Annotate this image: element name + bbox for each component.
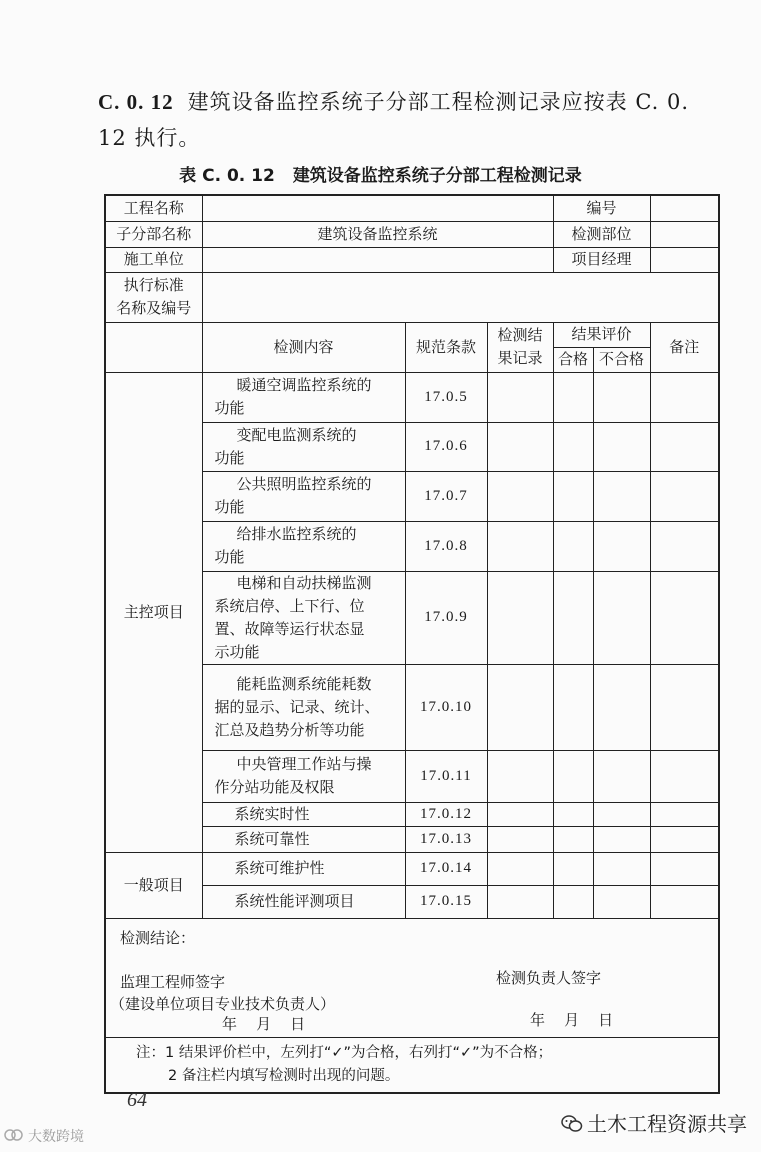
pass-cell[interactable] (553, 852, 593, 885)
col-evaluation: 结果评价 (553, 322, 650, 347)
fail-cell[interactable] (593, 750, 650, 802)
number-label: 编号 (553, 195, 650, 221)
remark-cell[interactable] (650, 471, 719, 521)
item-clause: 17.0.5 (405, 372, 487, 422)
col-clause: 规范条款 (405, 322, 487, 372)
remark-cell[interactable] (650, 802, 719, 826)
header-blank (105, 322, 202, 372)
supervisor-sign-label: 监理工程师签字 (120, 972, 226, 991)
col-record-line1: 检测结 (497, 326, 543, 344)
note-2: 2 备注栏内填写检测时出现的问题。 (168, 1067, 400, 1084)
fail-cell[interactable] (593, 885, 650, 918)
table-caption (0, 161, 761, 186)
group-main-label: 主控项目 (105, 372, 202, 852)
inspection-record-table (104, 194, 720, 1094)
table-row (105, 372, 719, 422)
fail-cell[interactable] (593, 826, 650, 852)
manager-label: 项目经理 (553, 247, 650, 272)
project-name-value[interactable] (202, 195, 553, 221)
pass-cell[interactable] (553, 750, 593, 802)
table-title: 建筑设备监控系统子分部工程检测记录 (292, 166, 582, 186)
remark-cell[interactable] (650, 372, 719, 422)
watermark-right (561, 1108, 747, 1138)
wechat-icon (561, 1114, 583, 1138)
notes-cell (105, 1037, 719, 1093)
row-subdivision (105, 221, 719, 247)
notes-row (105, 1037, 719, 1093)
column-header-row-1 (105, 322, 719, 347)
item-content (202, 802, 405, 826)
item-clause: 17.0.8 (405, 521, 487, 571)
item-line: 系统可维护性 (234, 859, 325, 877)
item-line: 置、故障等运行状态显 (214, 619, 365, 638)
col-record-line2: 果记录 (497, 349, 543, 367)
record-cell[interactable] (487, 471, 553, 521)
fail-cell[interactable] (593, 422, 650, 471)
item-content (202, 885, 405, 918)
col-remark: 备注 (650, 322, 719, 372)
item-line: 功能 (214, 498, 245, 516)
project-name-label: 工程名称 (105, 195, 202, 221)
item-line: 功能 (214, 448, 245, 467)
row-standard (105, 272, 719, 322)
item-content (202, 372, 405, 422)
remark-cell[interactable] (650, 664, 719, 750)
clause-text: 建筑设备监控系统子分部工程检测记录应按表 C. 0. 12 执行。 (98, 90, 690, 150)
item-clause: 17.0.11 (405, 750, 487, 802)
item-content (202, 664, 405, 750)
clause-paragraph (98, 84, 718, 156)
record-cell[interactable] (487, 826, 553, 852)
item-line: 公共照明监控系统的 (236, 475, 372, 493)
fail-cell[interactable] (593, 372, 650, 422)
manager-value[interactable] (650, 247, 719, 272)
page-number: 64 (127, 1089, 147, 1111)
fail-cell[interactable] (593, 521, 650, 571)
inspector-sign-label: 检测负责人签字 (496, 968, 602, 987)
row-project-name (105, 195, 719, 221)
pass-cell[interactable] (553, 826, 593, 852)
item-line: 系统性能评测项目 (234, 892, 355, 910)
table-number: 表 C. 0. 12 (179, 166, 275, 186)
pass-cell[interactable] (553, 521, 593, 571)
subdivision-label: 子分部名称 (105, 221, 202, 247)
remark-cell[interactable] (650, 750, 719, 802)
location-value[interactable] (650, 221, 719, 247)
fail-cell[interactable] (593, 852, 650, 885)
contractor-value[interactable] (202, 247, 553, 272)
remark-cell[interactable] (650, 885, 719, 918)
standard-label (105, 272, 202, 322)
remark-cell[interactable] (650, 571, 719, 664)
pass-cell[interactable] (553, 664, 593, 750)
col-content: 检测内容 (202, 322, 405, 372)
conclusion-row (105, 918, 719, 1037)
remark-cell[interactable] (650, 852, 719, 885)
table-row (105, 852, 719, 885)
row-contractor (105, 247, 719, 272)
conclusion-label: 检测结论： (120, 928, 196, 947)
record-cell[interactable] (487, 571, 553, 664)
item-content (202, 750, 405, 802)
fail-cell[interactable] (593, 571, 650, 664)
record-cell[interactable] (487, 750, 553, 802)
item-line: 功能 (214, 399, 245, 417)
item-clause: 17.0.12 (405, 802, 487, 826)
item-line: 系统实时性 (234, 804, 310, 823)
item-line: 暖通空调监控系统的 (236, 376, 372, 394)
item-clause: 17.0.10 (405, 664, 487, 750)
item-line: 系统启停、上下行、位 (214, 596, 365, 615)
item-line: 能耗监测系统能耗数 (236, 674, 372, 693)
watermark-right-text: 土木工程资源共享 (587, 1112, 747, 1136)
record-cell[interactable] (487, 802, 553, 826)
conclusion-cell[interactable] (105, 918, 719, 1037)
col-record (487, 322, 553, 372)
item-line: 给排水监控系统的 (236, 525, 357, 543)
item-line: 电梯和自动扶梯监测 (236, 573, 372, 592)
supervisor-date: 年 月 日 (222, 1014, 306, 1033)
record-cell[interactable] (487, 664, 553, 750)
item-line: 变配电监测系统的 (236, 425, 357, 444)
subdivision-value: 建筑设备监控系统 (202, 221, 553, 247)
record-cell[interactable] (487, 852, 553, 885)
record-cell[interactable] (487, 885, 553, 918)
contractor-label: 施工单位 (105, 247, 202, 272)
standard-value[interactable] (202, 272, 719, 322)
item-line: 据的显示、记录、统计、 (214, 697, 380, 716)
fail-cell[interactable] (593, 664, 650, 750)
fail-cell[interactable] (593, 802, 650, 826)
supervisor-alt-label: （建设单位项目专业技术负责人） (110, 994, 336, 1013)
item-clause: 17.0.6 (405, 422, 487, 471)
item-content (202, 826, 405, 852)
watermark-left-text: 大数跨境 (28, 1129, 84, 1145)
item-content (202, 471, 405, 521)
item-content (202, 852, 405, 885)
item-line: 示功能 (214, 642, 260, 661)
pass-cell[interactable] (553, 422, 593, 471)
fail-cell[interactable] (593, 471, 650, 521)
location-label: 检测部位 (553, 221, 650, 247)
pass-cell[interactable] (553, 802, 593, 826)
item-clause: 17.0.7 (405, 471, 487, 521)
pass-cell[interactable] (553, 372, 593, 422)
group-general-label: 一般项目 (105, 852, 202, 918)
source-logo-icon (4, 1128, 24, 1146)
col-pass: 合格 (553, 347, 593, 372)
standard-label-line1: 执行标准 (123, 276, 184, 294)
remark-cell[interactable] (650, 422, 719, 471)
record-cell[interactable] (487, 521, 553, 571)
pass-cell[interactable] (553, 571, 593, 664)
item-line: 功能 (214, 548, 245, 566)
item-clause: 17.0.14 (405, 852, 487, 885)
inspector-date: 年 月 日 (530, 1010, 614, 1029)
item-content (202, 521, 405, 571)
clause-number: C. 0. 12 (98, 90, 174, 114)
item-line: 中央管理工作站与操 (236, 755, 372, 773)
item-content (202, 571, 405, 664)
remark-cell[interactable] (650, 826, 719, 852)
note-1: 注：1 结果评价栏中，左列打“✓”为合格，右列打“✓”为不合格； (136, 1044, 553, 1061)
record-cell[interactable] (487, 422, 553, 471)
item-clause: 17.0.9 (405, 571, 487, 664)
remark-cell[interactable] (650, 521, 719, 571)
item-line: 作分站功能及权限 (214, 778, 335, 796)
record-cell[interactable] (487, 372, 553, 422)
item-line: 汇总及趋势分析等功能 (214, 720, 365, 739)
standard-label-line2: 名称及编号 (116, 299, 192, 317)
item-line: 系统可靠性 (234, 829, 310, 848)
number-value[interactable] (650, 195, 719, 221)
pass-cell[interactable] (553, 471, 593, 521)
item-clause: 17.0.15 (405, 885, 487, 918)
pass-cell[interactable] (553, 885, 593, 918)
item-clause: 17.0.13 (405, 826, 487, 852)
watermark-left (4, 1126, 84, 1146)
col-fail: 不合格 (593, 347, 650, 372)
item-content (202, 422, 405, 471)
